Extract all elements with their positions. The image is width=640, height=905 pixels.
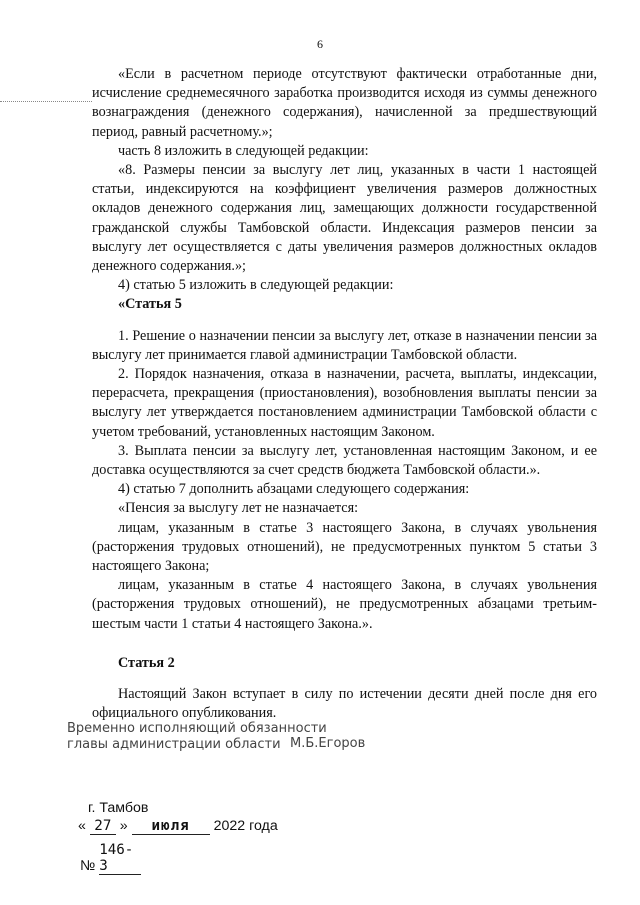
number-value: 146-3 <box>99 842 141 875</box>
article-heading: Статья 2 <box>118 654 175 671</box>
date-open-quote: « <box>78 818 86 834</box>
date-year: 2022 года <box>213 818 278 834</box>
paragraph: «Если в расчетном периоде отсутствуют фактически отработанные дни, исчисление среднемесячного заработка производится исходя из суммы денежного вознаграждения (денежного содержания), начисленной за предшествующий период, равный расчетному.»; <box>92 66 597 140</box>
paragraph: лицам, указанным в статье 4 настоящего Закона, в случаях увольнения (расторжения трудовых отношений), не предусмотренных абзацами третьим-шестым части 1 статьи 4 настоящего Закона.». <box>92 577 597 632</box>
paragraph: 3. Выплата пенсии за выслугу лет, установленная настоящим Законом, и ее доставка осуществляются за счет средств бюджета Тамбовской области.». <box>92 442 597 479</box>
paragraph: лицам, указанным в статье 3 настоящего Закона, в случаях увольнения (расторжения трудовых отношений), не предусмотренных пунктом 5 статьи 3 настоящего Закона; <box>92 519 597 575</box>
paragraph: 1. Решение о назначении пенсии за выслугу лет, отказе в назначении пенсии за выслугу лет принимается главой администрации Тамбовской области. <box>92 327 597 363</box>
date-close-quote: » <box>119 818 128 834</box>
document-body <box>92 65 597 724</box>
signature-name: М.Б.Егоров <box>290 736 366 751</box>
signature-line: главы администрации области <box>67 737 281 752</box>
article-heading: «Статья 5 <box>118 296 182 313</box>
paragraph: «8. Размеры пенсии за выслугу лет лиц, указанных в части 1 настоящей статьи, индексируются на коэффициент увеличения размеров должностных окладов денежного содержания лиц, замещающих должности государственной гражданской службы Тамбовской области. Индексация размеров пенсии за выслугу лет осуществляется с даты увеличения размеров должностных окладов денежного содержания.»; <box>92 162 597 275</box>
signature-line: Временно исполняющий обязанности <box>67 721 327 736</box>
paragraph: 4) статью 5 изложить в следующей редакции: <box>118 277 394 294</box>
margin-dotted-line <box>0 101 92 102</box>
signature-title <box>67 721 327 753</box>
paragraph: часть 8 изложить в следующей редакции: <box>118 142 369 159</box>
paragraph: «Пенсия за выслугу лет не назначается: <box>118 500 359 517</box>
paragraph: 4) статью 7 дополнить абзацами следующего содержания: <box>118 481 470 498</box>
place: г. Тамбов <box>88 800 149 816</box>
date-month: июля <box>132 818 210 835</box>
page-number: 6 <box>317 37 323 51</box>
law-number <box>80 842 141 875</box>
date-day: 27 <box>90 818 116 835</box>
paragraph: Настоящий Закон вступает в силу по истечении десяти дней после дня его официального опубликования. <box>92 686 597 722</box>
paragraph: 2. Порядок назначения, отказа в назначении, расчета, выплаты, индексации, перерасчета, прекращения (приостановления), возобновления выплаты пенсии за выслугу лет утверждается постановлением администрации Тамбовской области с учетом требований, установленных настоящим Законом. <box>92 366 597 440</box>
date-line <box>78 818 278 835</box>
number-prefix: № <box>80 858 96 874</box>
